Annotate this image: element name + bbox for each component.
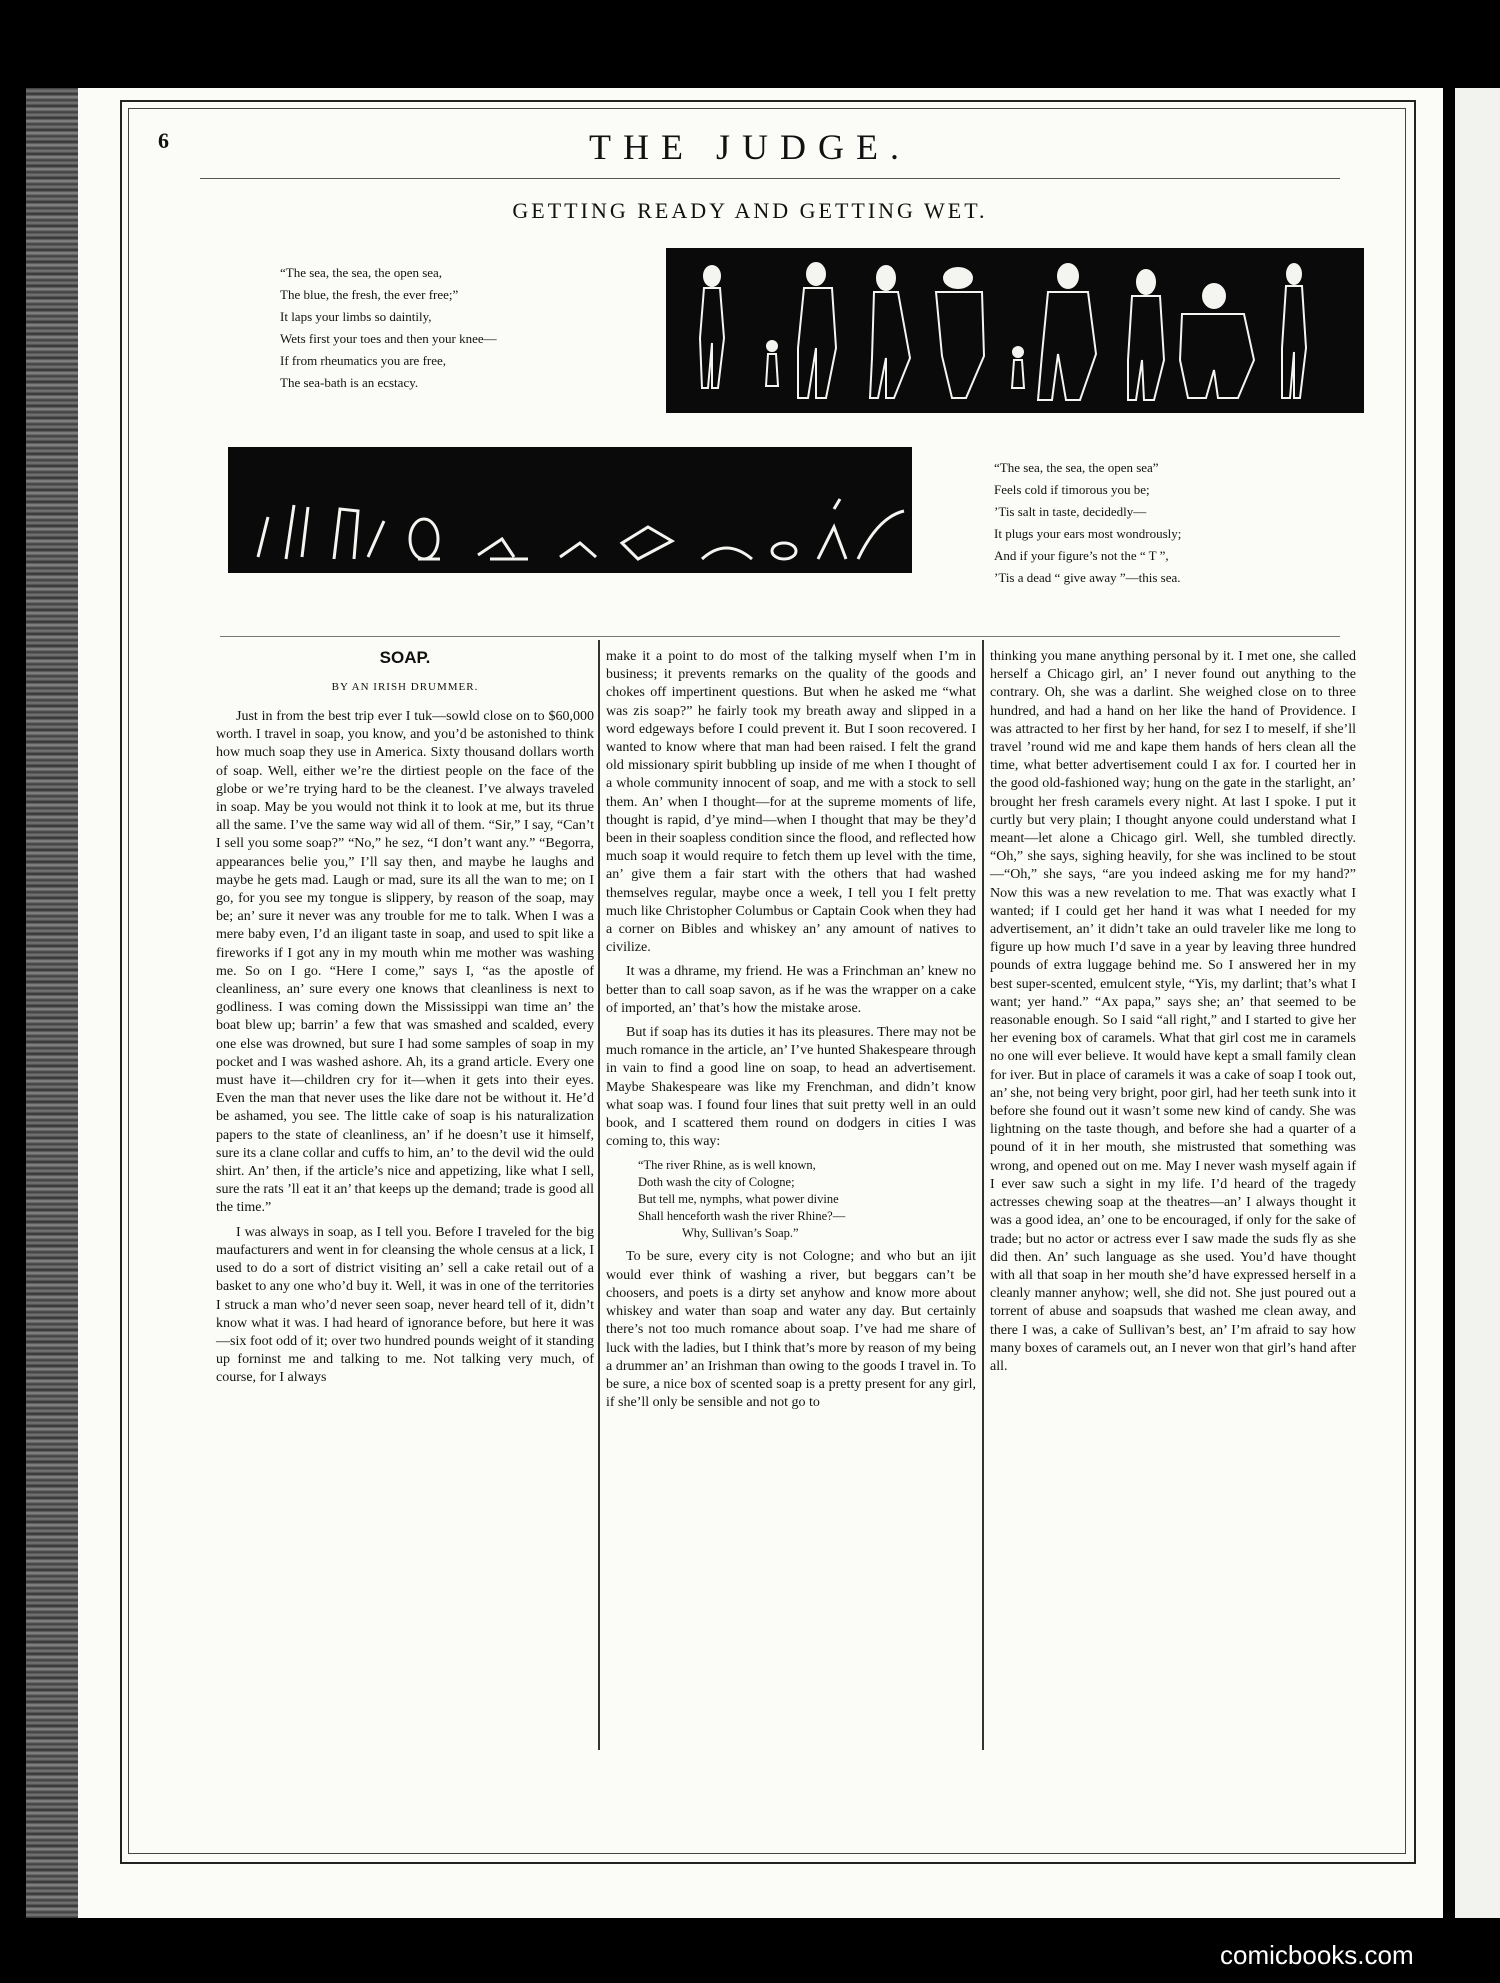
bathers-silhouette-art (666, 248, 1364, 413)
poem-getting-ready (280, 262, 497, 394)
verse-line: Shall henceforth wash the river Rhine?— (638, 1209, 846, 1224)
section-rule (220, 636, 1340, 637)
poem-line: And if your figure’s not the “ T ”, (994, 548, 1169, 563)
paragraph: To be sure, every city is not Cologne; and who but an ijit would ever think of washing a river, but beggars can’t be choosers, and poets is a dirty set anyhow and know more about whiskey and water than soap and water any day. But certainly there’s not too much romance about soap. I’ve had me share of luck with the ladies, but I think that’s more by reason of my being a drummer an’ an Irishman than owing to the goods I travel in. To be sure, a nice box of scented soap is a pretty present for any girl, if she’ll only be sensible and not go to (606, 1249, 976, 1411)
verse-line: But tell me, nymphs, what power divine (638, 1192, 839, 1207)
column-divider (598, 640, 600, 1750)
article-byline: BY AN IRISH DRUMMER. (331, 681, 479, 693)
poem-line: If from rheumatics you are free, (280, 353, 447, 368)
article-column-3 (990, 648, 1356, 1382)
paragraph: Just in from the best trip ever I tuk—sowld close on to $60,000 worth. I travel in soap, you know, and you’d be astonished to think how much soap they use in America. Sixty thousand dollars worth of soap. Well, either we’re the dirtiest people on the face of the globe or we’re trying hard to be the cleanest. I’ve always traveled in soap. May be you would not think it to look at me, but its thrue all the same. I’ve the same way wid all of them. “Sir,” I say, “Can’t I sell you some soap?” “No,” he sez, “I don’t want any.” “Begorra, appearances belie you,” I’ll say then, and maybe he laughs and maybe he gets mad. Laugh or mad, sure its all the wan to me; on I go, for you see my tongue is slippery, by reason of the soap, may be; an’ sure it never was any trouble for me to talk. When I was a mere baby even, I’d an iligant taste in soap, and used to spit like a fireworks if I got any in my mouth whin me mother was washing me. So on I go. “Here I come,” says I, “as the apostle of cleanliness, an’ sure every one knows that cleanliness is next to godliness. I was coming down the Mississippi wan time an’ the boat blew up; barrin’ a few that was smashed and scalded, every one else was drowned, but sure I had some samples of soap in my pocket and I was washed ashore. Ah, its a grand article. Every one must have it—children cry for it—when it gets into their eyes. Even the man that never uses the like dare not be without it. He’d be ashamed, you see. The little cake of soap is his naturalization papers to the state of cleanliness, an’ if he doesn’t use it himself, sure its a clane collar and cuffs to him, an’ to the devil wid the ould shirt. An’ then, if the article’s nice and appetizing, like what I sell, sure the rats ’ll eat it an’ that keeps up the demand; trade is good all the time.” (216, 709, 595, 1216)
facing-page-edge (1455, 88, 1500, 1918)
poem-line: It plugs your ears most wondrously; (994, 526, 1182, 541)
paragraph: But if soap has its duties it has its pleasures. There may not be much romance in the article, an’ I’ve hunted Shakespeare through in vain to find a good line on soap, to head an advertisement. Maybe Shakespeare was like my Frenchman, and didn’t know what soap was. I found four lines that suit pretty well in an ould book, and I scattered them round on dodgers in cities I was coming to, this way: (606, 1025, 976, 1150)
paragraph: make it a point to do most of the talking myself when I’m in business; it prevents remarks on the quality of the goods and chokes off impertinent questions. But when he asked me “what was zis soap?” he fairly took my breath away and slipped in a word edgeways before I could prevent it. But I soon recovered. I wanted to know where that man had been raised. I felt the grand old missionary spirit bubbling up inside of me when I thought of a whole community innocent of soap, and me with a stock to sell them. An’ when I thought—for at the supreme moments of life, thought is rapid, d’ye mind—when I thought that may be they’d been in their soapless condition since the flood, and reflected how much soap it would require to fetch them up level with the time, an’ give them a fair start with the others that had washed themselves regular, maybe once a week, I tell you I felt pretty much like Christopher Columbus or Captain Cook when they had a corner on Bibles and whiskey an’ any amount of natives to civilize. (606, 649, 976, 956)
poem-line: ’Tis a dead “ give away ”—this sea. (994, 570, 1181, 585)
poem-line: “The sea, the sea, the open sea” (994, 460, 1159, 475)
poem-getting-wet (994, 457, 1181, 589)
verse-line: “The river Rhine, as is well known, (638, 1158, 816, 1173)
surf-silhouette-art (228, 447, 912, 573)
illustration-headline: GETTING READY AND GETTING WET. (512, 198, 988, 223)
article-column-1 (216, 708, 594, 1394)
article-title: SOAP. (379, 648, 431, 667)
site-watermark: comicbooks.com (1220, 1940, 1414, 1970)
paragraph: I was always in soap, as I tell you. Before I traveled for the big maufacturers and went in for cleansing the whole census at a lick, I used to do a sort of district visiting an’ sell a cake retail out of a basket to any one who’d buy it. Well, it was in one of the territories I struck a man who’d never seen soap, never heard tell of it, didn’t know what it was. I had heard of ignorance before, but here it was—six foot odd of it; over two hundred pounds weight of it standing up forninst me and talking to me. Not talking very much, of course, for I always (216, 1224, 594, 1386)
poem-line: ’Tis salt in taste, decidedly— (994, 504, 1147, 519)
bathers-in-surf-illustration (228, 447, 912, 573)
masthead-title: THE JUDGE. (589, 127, 911, 167)
book-binding (26, 88, 80, 1918)
poem-line: The blue, the fresh, the ever free;” (280, 287, 459, 302)
poem-line: Wets first your toes and then your knee— (280, 331, 497, 346)
poem-line: The sea-bath is an ecstacy. (280, 375, 419, 390)
page-number: 6 (158, 128, 169, 153)
article-column-2 (606, 648, 976, 1418)
advertisement-verse (638, 1157, 976, 1242)
poem-line: Feels cold if timorous you be; (994, 482, 1150, 497)
paragraph: thinking you mane anything personal by it. I met one, she called herself a Chicago girl, an’ I never found out anything to the contrary. Oh, she was a darlint. She weighed close on to three hundred, and had a hand on her like the hand of Providence. I was attracted to her first by her hand, for sez I to meself, if she’ll travel ’round wid me and kape them hands of hers clean all the time, what better advertisement could I ax for. I courted her in the good old-fashioned way; hung on the gate in the starlight, an’ brought her fresh caramels every night. At last I spoke. I put it curtly but very plain; I thought anyone could understand what I meant—let alone a Chicago girl. Well, she tumbled directly. “Oh,” she says, sighing heavily, for she was inclined to be stout—“Oh,” she says, “are you indeed asking me for my hand?” Now this was a new revelation to me. That was exactly what I wanted; if I could get her hand it was what I needed for my advertisement, an’ it didn’t take an ould traveler like me long to figure up how much I’d save in a year by leaving three hundred pounds of extra luggage behind me. So I answered her in my best super-scented, emulcent style, “Yis, my darlint; that’s what I want; yer hand.” “Ax papa,” says she; an’ that seemed to be reasonable enough. So I said “all right,” and I started to give her her evening box of caramels. What that girl cost me in caramels no one will ever believe. It would have kept a small family clean for iver. But in place of caramels it was a cake of soap I took out, an’ she, not being very bright, poor girl, had her teeth sunk into it before she found out it wasn’t some new kind of candy. She was lightning on the taste though, and before she had a quarter of a pound of it in her mouth, she mistrusted that something was wrong, and opened out on me. May I never wash myself again if I ever saw such a sight in my life. I’d heard of the tragedy actresses chewing soap at the theatres—an’ I always thought it was a good idea, an’ one to be encouraged, if only for the sake of trade; but no actor or actress ever I saw made the suds fly as she did then. An’ such language as she used. You’d have thought with all that soap in her mouth she’d have expressed herself in a cleanly manner anyhow; well, she did not. She just poured out a torrent of abuse and soapsuds that washed me clean away, and there I was, a cake of Sullivan’s best, an’ I’m afraid to say how many boxes of caramels out, an I never won that girl’s hand after all. (990, 649, 1356, 1374)
verse-line: Why, Sullivan’s Soap.” (682, 1226, 799, 1241)
masthead-rule (200, 178, 1340, 179)
poem-line: It laps your limbs so daintily, (280, 309, 432, 324)
poem-line: “The sea, the sea, the open sea, (280, 265, 443, 280)
bathers-walking-illustration (666, 248, 1364, 413)
verse-line: Doth wash the city of Cologne; (638, 1175, 795, 1190)
column-divider (982, 640, 984, 1750)
paragraph: It was a dhrame, my friend. He was a Frinchman an’ knew no better than to call soap savon, as if he was the wrapper on a cake of imported, an’ that’s how the mistake arose. (606, 964, 976, 1016)
